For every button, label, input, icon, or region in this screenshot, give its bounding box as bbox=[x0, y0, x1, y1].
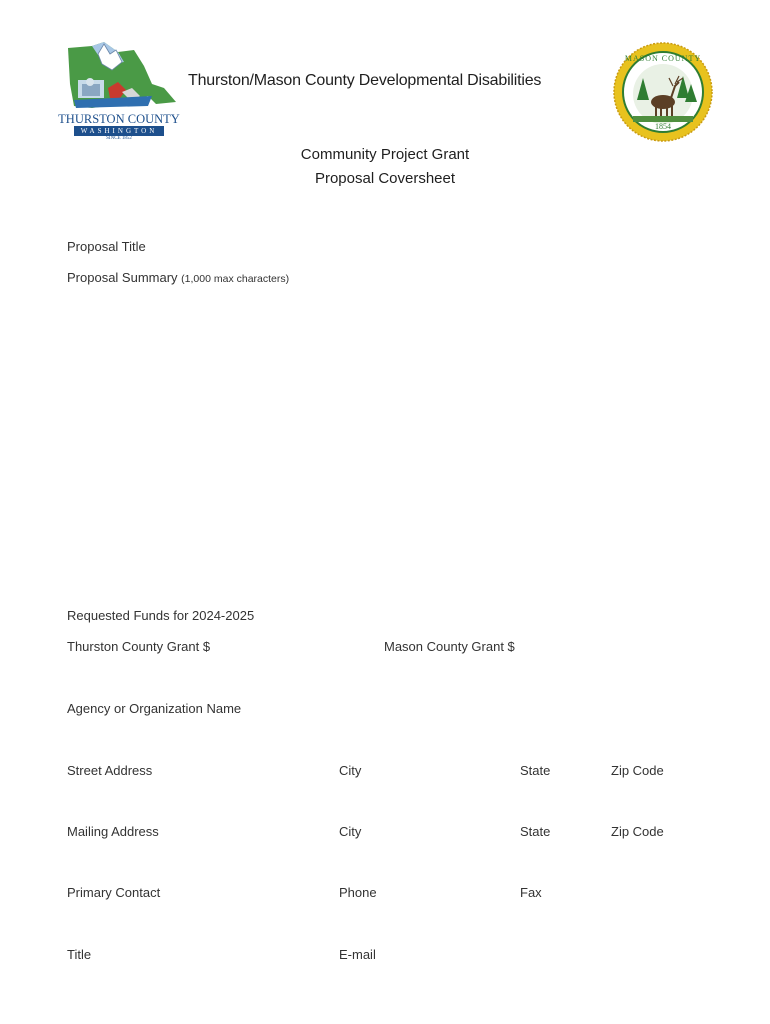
agency-name-label: Agency or Organization Name bbox=[67, 701, 242, 716]
mailing-address-label: Mailing Address bbox=[67, 824, 159, 839]
thurston-logo-name: THURSTON COUNTY bbox=[58, 112, 180, 126]
mason-grant-label: Mason County Grant $ bbox=[384, 639, 515, 654]
mason-county-seal bbox=[613, 42, 713, 142]
proposal-title-label: Proposal Title bbox=[67, 239, 146, 254]
subtitle-coversheet: Proposal Coversheet bbox=[314, 170, 456, 187]
proposal-summary-note: (1,000 max characters) bbox=[181, 273, 290, 285]
city-label: City bbox=[339, 763, 362, 778]
mailing-city-label: City bbox=[339, 824, 362, 839]
thurston-logo-since: SINCE 1852 bbox=[106, 136, 132, 141]
thurston-county-logo bbox=[52, 40, 186, 142]
requested-funds-label: Requested Funds for 2024-2025 bbox=[67, 608, 255, 623]
mason-seal-year: 1854 bbox=[655, 122, 671, 131]
page-title: Thurston/Mason County Developmental Disabilities bbox=[188, 72, 542, 89]
thurston-logo-state: WASHINGTON bbox=[74, 126, 164, 136]
contact-title-label: Title bbox=[67, 947, 92, 962]
state-label: State bbox=[520, 763, 551, 778]
primary-contact-label: Primary Contact bbox=[67, 885, 161, 900]
thurston-grant-label: Thurston County Grant $ bbox=[67, 639, 211, 654]
mailing-zip-code-label: Zip Code bbox=[611, 824, 664, 839]
email-label: E-mail bbox=[339, 947, 376, 962]
zip-code-label: Zip Code bbox=[611, 763, 664, 778]
mailing-state-label: State bbox=[520, 824, 551, 839]
proposal-summary-text: Proposal Summary bbox=[67, 270, 178, 285]
subtitle-grant: Community Project Grant bbox=[300, 146, 470, 163]
proposal-summary-label bbox=[67, 270, 289, 285]
phone-label: Phone bbox=[339, 885, 377, 900]
street-address-label: Street Address bbox=[67, 763, 153, 778]
fax-label: Fax bbox=[520, 885, 542, 900]
mason-seal-name: MASON COUNTY bbox=[624, 54, 702, 63]
